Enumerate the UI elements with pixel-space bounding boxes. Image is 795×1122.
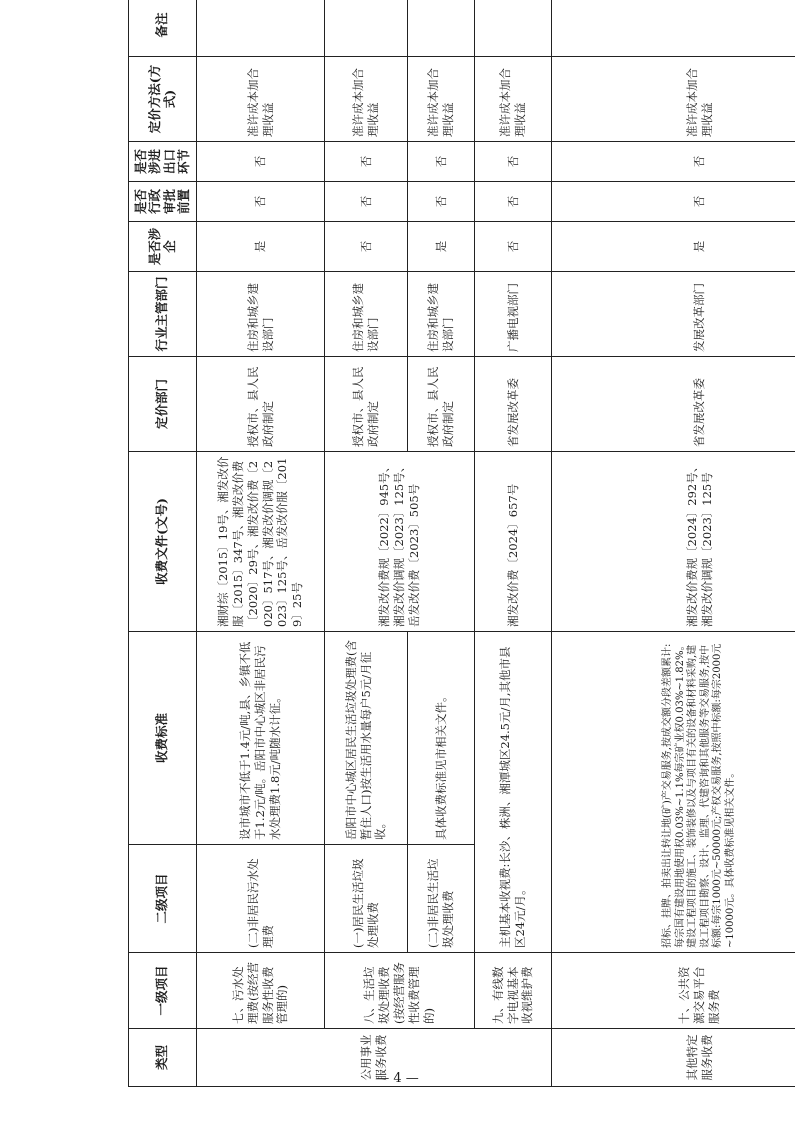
trading-pricing-method: 准许成本加合理收益 (552, 57, 795, 142)
table-row-trading (552, 0, 795, 1087)
garbage-sub1-admin-approval: 否 (325, 182, 408, 222)
page-number: — 4 — (376, 1071, 419, 1086)
garbage-sub1-standard: 岳阳市中心城区居民生活垃圾处理费(含暂住人口)按生活用水量每户5元/月征收。 (325, 632, 408, 845)
header-pricing-dept: 定价部门 (129, 357, 197, 452)
category-other-cell: 其他特定服务收费 (552, 1029, 795, 1087)
tv-import-export: 否 (475, 142, 552, 182)
trading-involves-enterprise: 是 (552, 222, 795, 272)
trading-industry-dept: 发展改革部门 (552, 272, 795, 357)
sewage-industry-dept: 住房和城乡建设部门 (197, 272, 325, 357)
trading-remarks (552, 0, 795, 57)
garbage-documents: 湘发改价费规〔2022〕945号、湘发改价调规〔2023〕125号、岳发改价费〔2023〕505号 (325, 452, 475, 632)
sewage-documents: 湘财综〔2015〕19号、湘发改价服〔2015〕347号、湘发改价费〔2020〕29号、湘发改价费〔2020〕517号、湘发改价调规〔2023〕125号、岳发改价服〔2019〕25号 (197, 452, 325, 632)
trading-import-export: 否 (552, 142, 795, 182)
rotated-table-content (128, 12, 795, 1087)
tv-industry-dept: 广播电视部门 (475, 272, 552, 357)
trading-level1: 十、公共资源交易平台服务费 (552, 953, 795, 1029)
garbage-sub2-pricing-dept: 授权市、县人民政府制定 (408, 357, 475, 452)
sewage-level1: 七、污水处理费(按经营服务性收费管理的) (197, 953, 325, 1029)
tv-admin-approval: 否 (475, 182, 552, 222)
sewage-involves-enterprise: 是 (197, 222, 325, 272)
garbage-sub2-involves-enterprise: 是 (408, 222, 475, 272)
garbage-sub2-industry-dept: 住房和城乡建设部门 (408, 272, 475, 357)
sewage-pricing-dept: 授权市、县人民政府制定 (197, 357, 325, 452)
header-involves-enterprise: 是否涉企 (129, 222, 197, 272)
garbage-sub1-level2: (一)居民生活垃圾处理收费 (325, 845, 408, 953)
header-documents: 收费文件(文号) (129, 452, 197, 632)
table-row-sewage (197, 0, 325, 1087)
garbage-sub2-pricing-method: 准许成本加合理收益 (408, 57, 475, 142)
garbage-sub2-admin-approval: 否 (408, 182, 475, 222)
header-row (129, 0, 197, 1087)
tv-documents: 湘发改价费〔2024〕657号 (475, 452, 552, 632)
rotated-table-area (128, 12, 795, 1087)
header-remarks: 备注 (129, 0, 197, 57)
table-row-garbage-resident (325, 0, 408, 1087)
trading-standard: 招标、挂牌、拍卖出让转让地(矿)产交易服务,按成交额分段差额累计:每宗国有建设用地使用权0.03%~1.1%每宗矿业权0.03%~1.82%。建设工程项目的施工、装饰装修以及与项目有关的设备和材料采购,建设工程项目勘察、设计、监理、代建咨询和其他服务等交易服务,按中标额:每宗1000元~50000元;产权交易服务,按照中标额:每宗2000元~10000元。具体收费标准见相关文件。 (552, 632, 795, 953)
fee-table (128, 0, 795, 1087)
header-import-export: 是否涉进出口环节 (129, 142, 197, 182)
garbage-sub1-import-export: 否 (325, 142, 408, 182)
header-level1: 一级项目 (129, 953, 197, 1029)
header-admin-approval: 是否行政审批前置 (129, 182, 197, 222)
header-standard: 收费标准 (129, 632, 197, 845)
garbage-sub2-import-export: 否 (408, 142, 475, 182)
sewage-admin-approval: 否 (197, 182, 325, 222)
sewage-standard: 设市城市不低于1.4元/吨,县、乡镇不低于1.2元/吨。岳阳市中心城区非居民污水处理费1.8元/吨随水计征。 (197, 632, 325, 845)
sewage-pricing-method: 准许成本加合理收益 (197, 57, 325, 142)
garbage-sub1-pricing-method: 准许成本加合理收益 (325, 57, 408, 142)
trading-documents: 湘发改价费规〔2024〕292号、湘发改价调规〔2023〕125号 (552, 452, 795, 632)
table-row-tv (475, 0, 552, 1087)
garbage-sub1-pricing-dept: 授权市、县人民政府制定 (325, 357, 408, 452)
category-public-cell: 公用事业服务收费 (197, 1029, 552, 1087)
header-level2: 二级项目 (129, 845, 197, 953)
header-industry-dept: 行业主管部门 (129, 272, 197, 357)
garbage-sub1-industry-dept: 住房和城乡建设部门 (325, 272, 408, 357)
sewage-remarks (197, 0, 325, 57)
trading-admin-approval: 否 (552, 182, 795, 222)
tv-standard: 主机基本收视费:长沙、株洲、湘潭城区24.5元/月,其他市县区24元/月。 (475, 632, 552, 953)
sewage-import-export: 否 (197, 142, 325, 182)
garbage-sub1-involves-enterprise: 否 (325, 222, 408, 272)
tv-pricing-dept: 省发展改革委 (475, 357, 552, 452)
sewage-level2: (二)非居民污水处理费 (197, 845, 325, 953)
tv-pricing-method: 准许成本加合理收益 (475, 57, 552, 142)
garbage-level1: 八、生活垃圾处理收费(按经营服务性收费管理的) (325, 953, 475, 1029)
header-category: 类型 (129, 1029, 197, 1087)
tv-involves-enterprise: 否 (475, 222, 552, 272)
garbage-sub2-level2: (二)非居民生活垃圾处理收费 (408, 845, 475, 953)
trading-pricing-dept: 省发展改革委 (552, 357, 795, 452)
tv-remarks (475, 0, 552, 57)
tv-level1: 九、有线数字电视基本收视维护费 (475, 953, 552, 1029)
header-pricing-method: 定价方法(方式) (129, 57, 197, 142)
garbage-sub2-remarks (408, 0, 475, 57)
garbage-sub2-standard: 具体收费标准见市相关文件。 (408, 632, 475, 845)
garbage-sub1-remarks (325, 0, 408, 57)
